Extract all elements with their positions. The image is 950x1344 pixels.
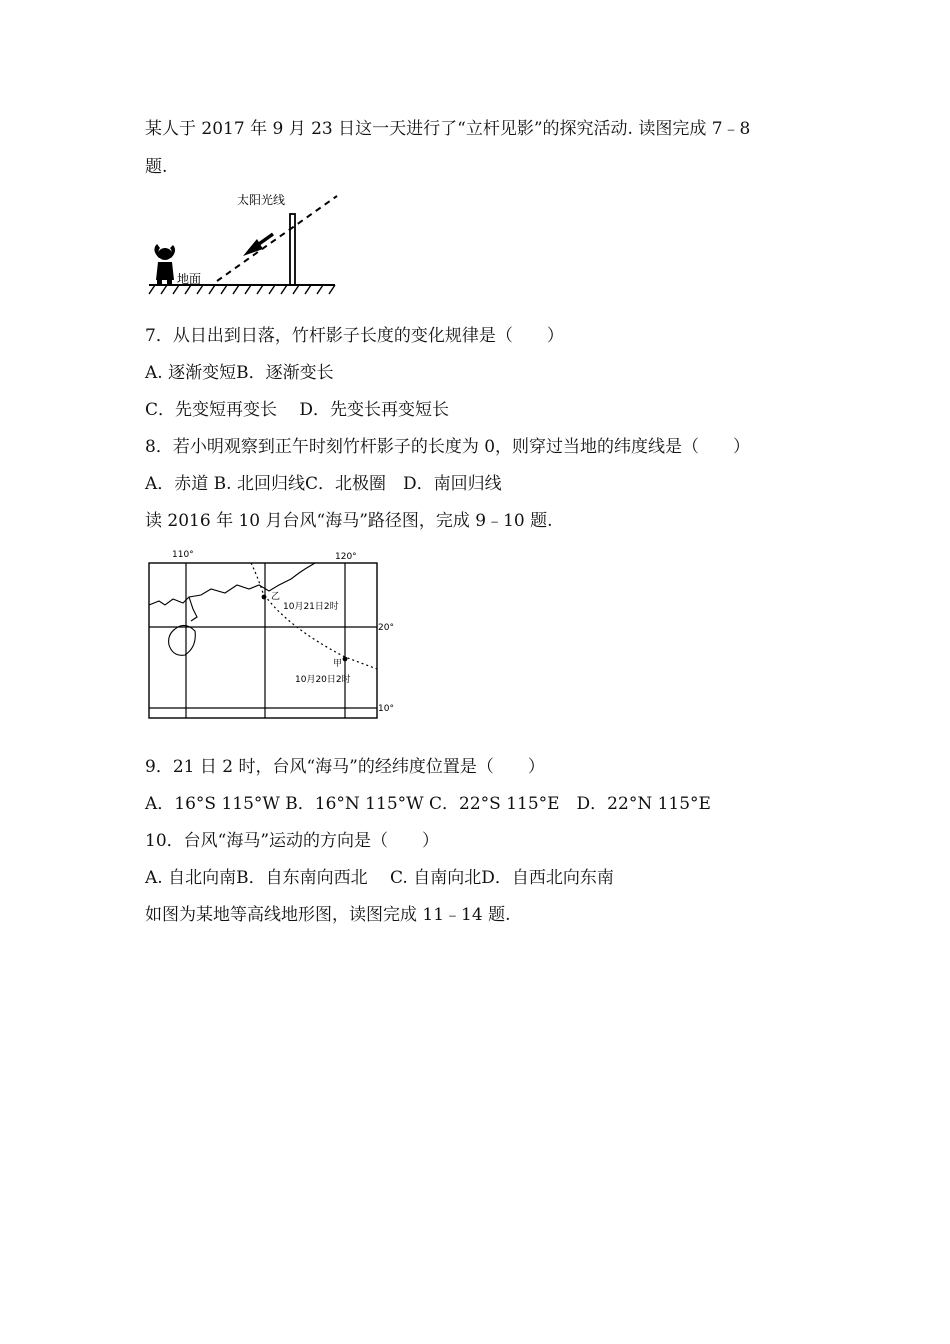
question-7-options-cd: C．先变短再变长 D．先变长再变短长	[145, 400, 450, 420]
point-yi-label: 乙	[271, 592, 281, 602]
leizhou-peninsula	[189, 597, 197, 621]
point-jia-label: 甲	[333, 659, 343, 669]
point-yi-time: 10月21日2时	[283, 602, 339, 612]
pole-shadow-figure	[145, 188, 340, 300]
question-10-options: A. 自北向南B．自东南向西北 C. 自南向北D．自西北向东南	[145, 868, 614, 888]
question-7-stem: 7．从日出到日落，竹杆影子长度的变化规律是（ ）	[145, 326, 564, 346]
label-20: 20°	[378, 623, 394, 633]
sun-ray-line	[217, 196, 337, 281]
question-9-stem: 9．21 日 2 时，台风“海马”的经纬度位置是（ ）	[145, 757, 545, 777]
question-9-options: A．16°S 115°W B．16°N 115°W C．22°S 115°E D．22°N 115°E	[145, 794, 711, 814]
bamboo-pole	[290, 214, 295, 285]
label-10: 10°	[378, 704, 394, 714]
label-110: 110°	[172, 550, 194, 560]
point-yi-marker	[262, 595, 267, 600]
ground-hatching	[149, 285, 335, 294]
typhoon-track	[251, 563, 377, 669]
intro-9-10: 读 2016 年 10 月台风“海马”路径图，完成 9﹣10 题.	[145, 511, 553, 531]
question-10-stem: 10．台风“海马”运动的方向是（ ）	[145, 831, 440, 851]
typhoon-track-map	[145, 545, 395, 725]
intro-11-14: 如图为某地等高线地形图，读图完成 11﹣14 题.	[145, 905, 511, 925]
label-120: 120°	[335, 552, 357, 562]
person-figure	[154, 244, 175, 285]
intro-7-8-line2: 题.	[145, 157, 168, 177]
hainan-island	[169, 625, 196, 655]
question-7-options-ab: A. 逐渐变短B．逐渐变长	[145, 363, 334, 383]
point-jia-time: 10月20日2时	[295, 675, 351, 685]
ground-label: 地面	[177, 272, 202, 286]
question-8-stem: 8．若小明观察到正午时刻竹杆影子的长度为 0，则穿过当地的纬度线是（ ）	[145, 437, 751, 457]
sun-ray-label: 太阳光线	[237, 193, 286, 207]
intro-7-8-line1: 某人于 2017 年 9 月 23 日这一天进行了“立杆见影”的探究活动. 读图完成 7﹣8	[145, 119, 751, 139]
question-8-options: A．赤道 B. 北回归线C．北极圈 D．南回归线	[145, 474, 502, 494]
coastline	[149, 563, 315, 605]
map-frame	[149, 563, 377, 718]
point-jia-marker	[343, 657, 348, 662]
